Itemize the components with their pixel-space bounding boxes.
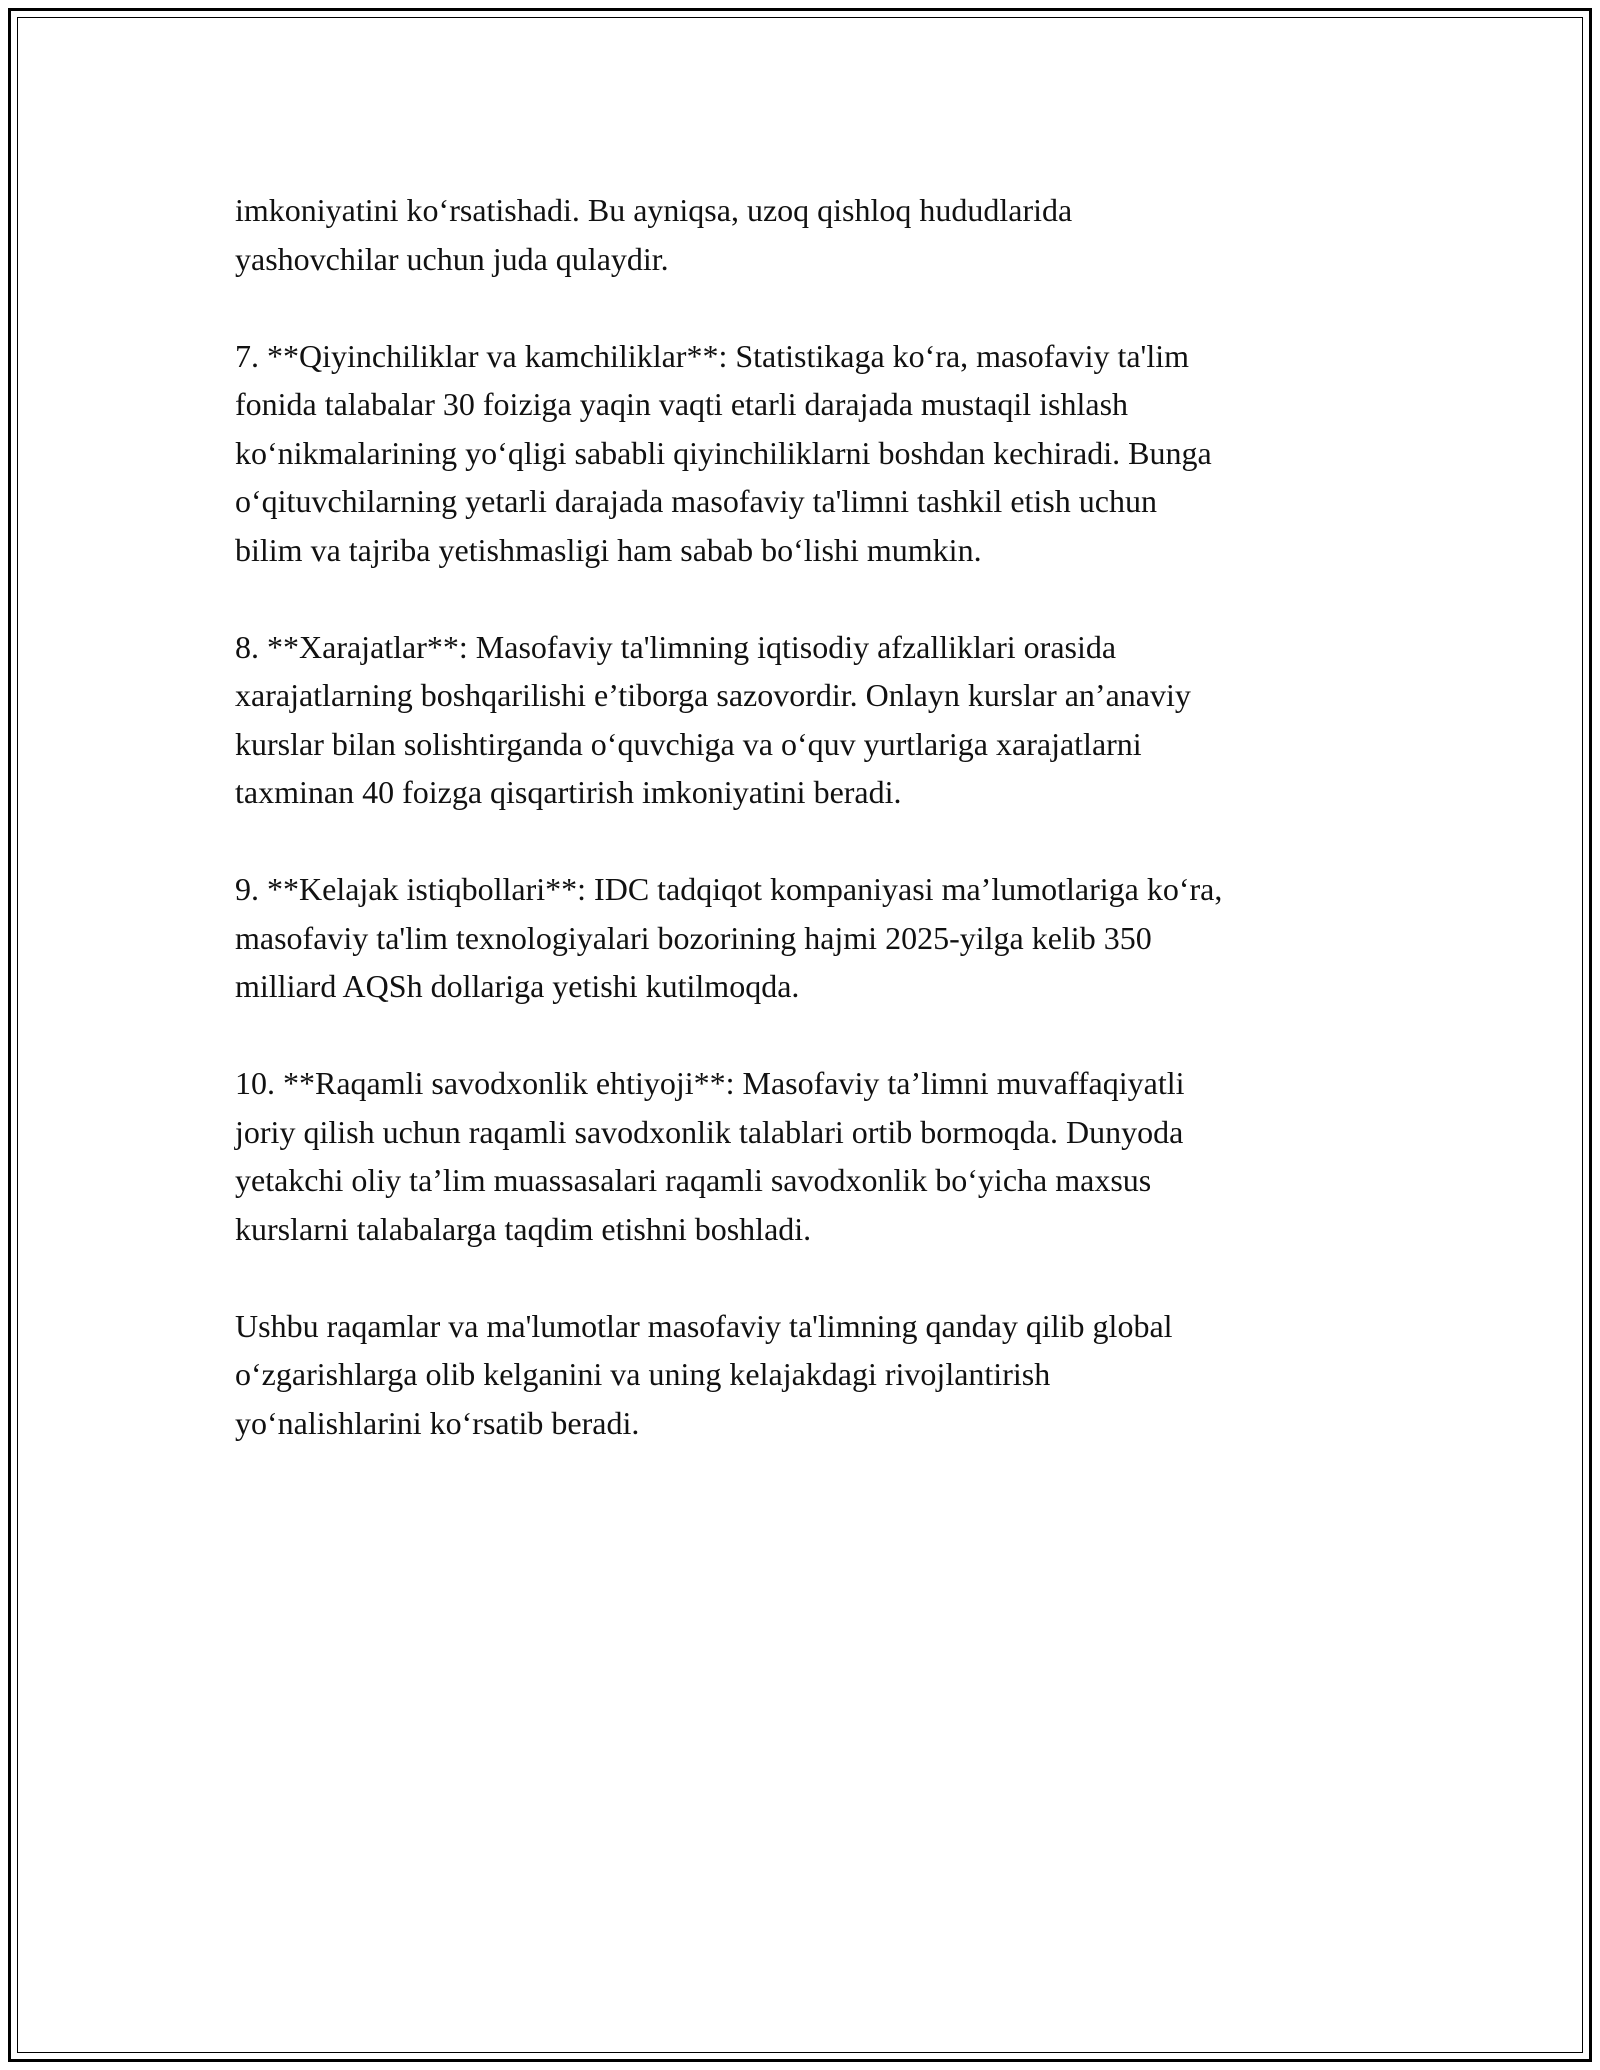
paragraph-item-7: 7. **Qiyinchiliklar va kamchiliklar**: Statistikaga ko‘ra, masofaviy ta'lim fonida talabalar 30 foiziga yaqin vaqti etarli darajada mustaqil ishlash ko‘nikmalarining yo‘qligi sababli qiyinchiliklarni boshdan kechiradi. Bunga o‘qituvchilarning yetarli darajada masofaviy ta'limni tashkil etish uchun bilim va tajriba yetishmasligi ham sabab bo‘lishi mumkin. [235,337,1212,568]
paragraph-item-8: 8. **Xarajatlar**: Masofaviy ta'limning iqtisodiy afzalliklari orasida xarajatlarning boshqarilishi e’tiborga sazovordir. Onlayn kurslar an’anaviy kurslar bilan solishtirganda o‘quvchiga va o‘quv yurtlariga xarajatlarni taxminan 40 foizga qisqartirish imkoniyatini beradi. [235,628,1191,810]
paragraph-item-10: 10. **Raqamli savodxonlik ehtiyoji**: Masofaviy ta’limni muvaffaqiyatli joriy qilish uchun raqamli savodxonlik talablari ortib bormoqda. Dunyoda yetakchi oliy ta’lim muassasalari raqamli savodxonlik bo‘yicha maxsus kurslarni talabalarga taqdim etishni boshladi. [235,1065,1185,1247]
document-body [235,186,1415,1496]
paragraph-conclusion: Ushbu raqamlar va ma'lumotlar masofaviy ta'limning qanday qilib global o‘zgarishlarga olib kelganini va uning kelajakdagi rivojlantirish yo‘nalishlarini ko‘rsatib beradi. [235,1307,1173,1441]
paragraph-item-9: 9. **Kelajak istiqbollari**: IDC tadqiqot kompaniyasi ma’lumotlariga ko‘ra, masofaviy ta'lim texnologiyalari bozorining hajmi 2025-yilga kelib 350 milliard AQSh dollariga yetishi kutilmoqda. [235,871,1223,1004]
paragraph-intro-continuation: imkoniyatini ko‘rsatishadi. Bu ayniqsa, uzoq qishloq hududlarida yashovchilar uchun juda qulaydir. [235,192,1073,277]
